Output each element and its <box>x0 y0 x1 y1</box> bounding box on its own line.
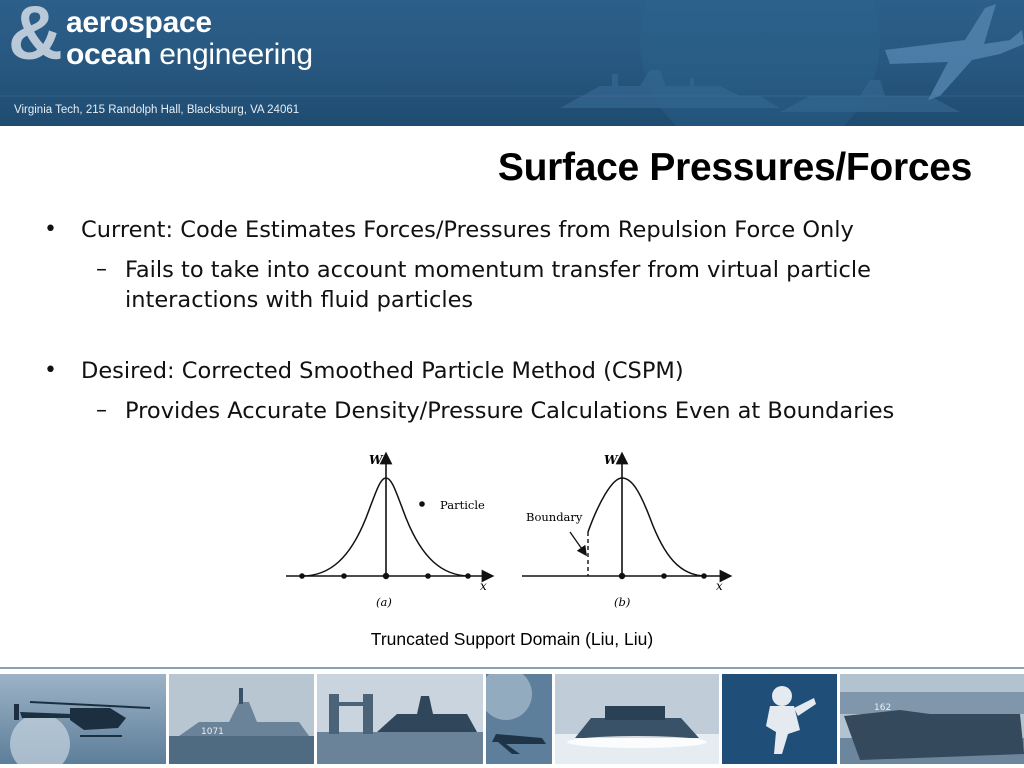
particle-point <box>341 573 347 579</box>
logo-ampersand: & <box>8 0 63 76</box>
panel-a-y-label: W <box>369 453 383 467</box>
footer-divider <box>0 667 1024 669</box>
panel-a-caption: (a) <box>376 595 392 609</box>
particle-point <box>465 573 471 579</box>
panel-a-x-label: x <box>480 579 487 593</box>
warship-image <box>169 674 315 764</box>
helicopter-image <box>0 674 166 764</box>
particle-point <box>299 573 305 579</box>
logo-ocean: ocean <box>66 38 152 71</box>
sub-bullet-fails-line1: Fails to take into account momentum transfer from virtual particle <box>125 257 871 283</box>
panel-b <box>522 453 726 609</box>
header-banner <box>0 0 1024 126</box>
panel-b-y-label: W <box>604 453 618 467</box>
jet-image <box>486 674 552 764</box>
sub-bullet-provides: Provides Accurate Density/Pressure Calculations Even at Boundaries <box>125 398 895 424</box>
panel-a-annotation: Particle <box>440 498 485 512</box>
bullet-marker: • <box>44 217 57 242</box>
panel-b-x-label: x <box>716 579 723 593</box>
particle-point <box>661 573 667 579</box>
astronaut-image <box>722 674 838 764</box>
hovercraft-image <box>555 674 719 764</box>
logo-engineering: engineering <box>151 38 313 71</box>
figure-caption: Truncated Support Domain (Liu, Liu) <box>370 629 654 649</box>
particle-point <box>619 573 625 579</box>
tower-bridge-ship-image <box>317 674 483 764</box>
boundary-arrow <box>570 532 584 552</box>
kernel-figure-svg <box>280 448 740 618</box>
panel-a-particles <box>299 501 471 579</box>
sub-bullet-marker: – <box>96 257 107 282</box>
logo-ocean-engineering <box>66 40 313 70</box>
sub-bullet-marker: – <box>96 398 107 423</box>
sub-bullet-fails-line2: interactions with fluid particles <box>125 287 474 313</box>
bullet-current: Current: Code Estimates Forces/Pressures from Repulsion Force Only <box>81 217 854 243</box>
panel-a <box>286 453 488 609</box>
particle-point <box>425 573 431 579</box>
bullet-marker: • <box>44 358 57 383</box>
slide-title: Surface Pressures/Forces <box>497 146 972 189</box>
kernel-figure <box>280 448 740 618</box>
panel-b-caption: (b) <box>614 595 631 609</box>
particle-point <box>701 573 707 579</box>
logo-aerospace: aerospace <box>66 6 212 39</box>
panel-b-kernel-curve <box>588 478 706 576</box>
panel-b-annotation: Boundary <box>526 510 583 524</box>
address-line: Virginia Tech, 215 Randolph Hall, Blacksburg, VA 24061 <box>14 104 300 116</box>
bullet-desired: Desired: Corrected Smoothed Particle Method (CSPM) <box>81 358 684 384</box>
footer-photo-strip <box>0 674 1024 768</box>
craft-number-label: 162 <box>874 703 892 713</box>
airplane-icon <box>885 4 1024 100</box>
particle-point <box>383 573 389 579</box>
particle-point <box>419 501 425 507</box>
landing-craft-image <box>840 674 1024 764</box>
hull-number-label: 1071 <box>200 727 224 737</box>
